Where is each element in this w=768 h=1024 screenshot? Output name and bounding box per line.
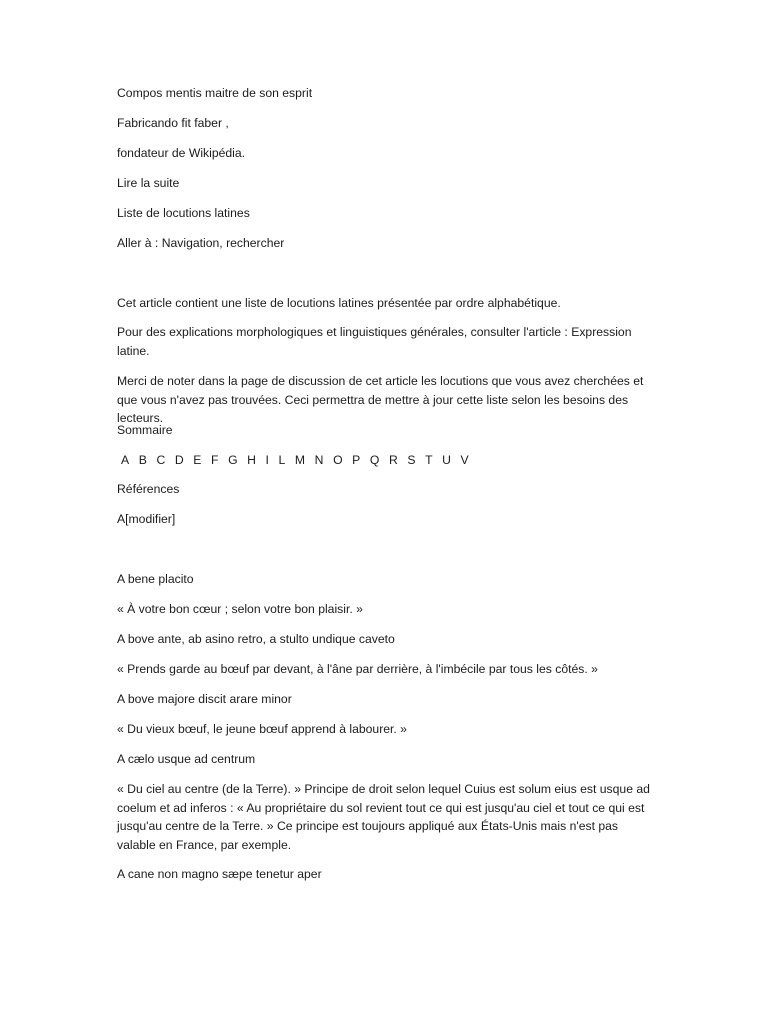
toc-letter-q[interactable]: Q [369,453,380,467]
entry-a-bene-placito: A bene placito [117,572,194,586]
toc-letter-d[interactable]: D [174,453,184,467]
toc-letter-l[interactable]: L [278,453,286,467]
entry-a-bove-ante: A bove ante, ab asino retro, a stulto undique caveto [117,632,395,646]
entry-a-bove-majore: A bove majore discit arare minor [117,692,292,706]
entry-a-bove-majore-translation: « Du vieux bœuf, le jeune bœuf apprend à labourer. » [117,722,407,736]
toc-letter-p[interactable]: P [352,453,361,467]
toc-references[interactable]: Références [117,482,180,496]
toc-letter-f[interactable]: F [211,453,219,467]
navigation-line: Aller à : Navigation, rechercher [117,236,285,250]
header-line-fabricando: Fabricando fit faber , [117,116,229,130]
toc-letter-i[interactable]: I [265,453,269,467]
entry-a-caelo: A cælo usque ad centrum [117,752,256,766]
intro-paragraph: Cet article contient une liste de locutions latines présentée par ordre alphabétique. [117,296,561,310]
toc-letter-r[interactable]: R [388,453,398,467]
entry-a-bene-placito-translation: « À votre bon cœur ; selon votre bon plaisir. » [117,602,363,616]
explanations-paragraph: Pour des explications morphologiques et linguistiques générales, consulter l'article : Expression latine. [117,325,632,358]
toc-title: Sommaire [117,423,173,437]
entry-a-caelo-translation: « Du ciel au centre (de la Terre). » Principe de droit selon lequel Cuius est solum eius est usque ad coelum et ad inferos : « Au propriétaire du sol revient tout ce qui est jusqu'au ciel et tout ce qui est jusqu'au centre de la Terre. » Ce principe est toujours appliqué aux États-Unis mais n'est pas valable en France, par exemple. [117,782,650,852]
toc-letter-m[interactable]: M [294,453,306,467]
entry-a-cane-non-magno: A cane non magno sæpe tenetur aper [117,867,322,881]
toc-letter-e[interactable]: E [193,453,202,467]
note-paragraph: Merci de noter dans la page de discussion de cet article les locutions que vous avez cherchées et que vous n'avez pas trouvées. Ceci permettra de mettre à jour cette liste selon les besoins des lecteurs. [117,374,644,425]
toc-letter-n[interactable]: N [314,453,324,467]
toc-letter-c[interactable]: C [156,453,166,467]
read-more-line: Lire la suite [117,176,180,190]
toc-letter-h[interactable]: H [247,453,256,467]
entry-a-bove-ante-translation: « Prends garde au bœuf par devant, à l'âne par derrière, à l'imbécile par tous les côtés. » [117,662,598,676]
header-line-compos-mentis: Compos mentis maitre de son esprit [117,86,313,100]
toc-letter-b[interactable]: B [138,453,147,467]
toc-letter-t[interactable]: T [425,453,433,467]
toc-letter-a[interactable]: A [121,453,130,467]
toc-letter-s[interactable]: S [407,453,416,467]
toc-letter-o[interactable]: O [333,453,343,467]
toc-letter-u[interactable]: U [442,453,451,467]
toc-letter-v[interactable]: V [460,453,469,467]
toc-letter-g[interactable]: G [228,453,238,467]
section-heading-a: A[modifier] [117,512,176,526]
article-title-line: Liste de locutions latines [117,206,250,220]
toc-letters [121,451,478,469]
header-line-fondateur: fondateur de Wikipédia. [117,146,246,160]
